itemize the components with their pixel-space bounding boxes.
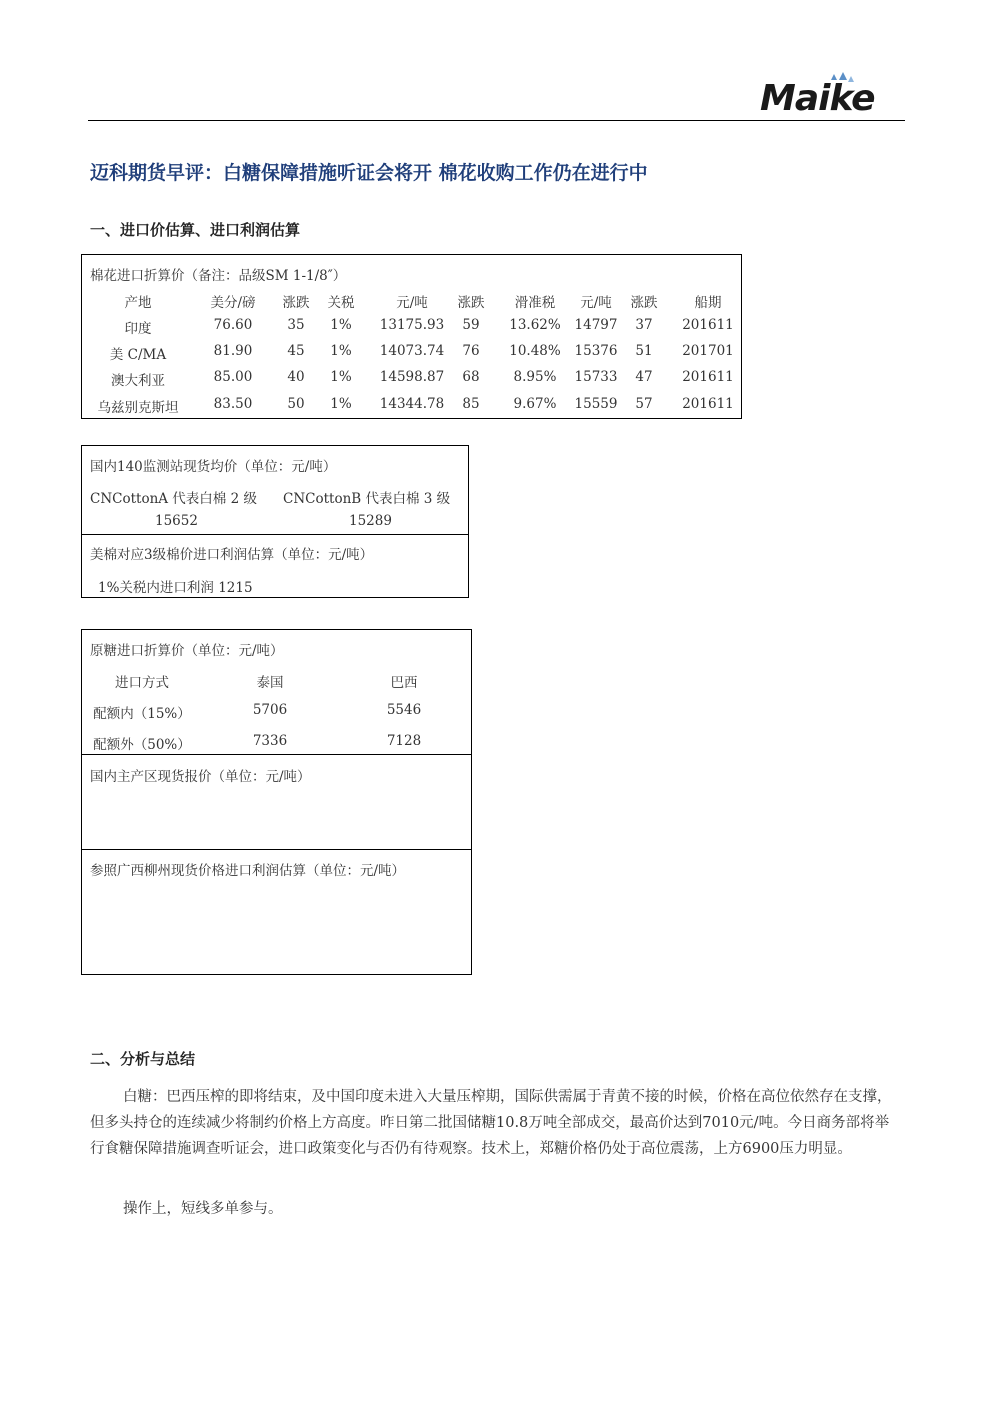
operation-paragraph: 操作上，短线多单参与。 <box>123 1201 283 1217</box>
cotton-import-cell: 201701 <box>682 343 734 359</box>
cottonb-label: CNCottonB 代表白棉 3 级 <box>283 491 451 507</box>
sugar-import-cell: 配额内（15%） <box>93 706 191 722</box>
cotton-import-cell: 201611 <box>682 317 734 333</box>
cotton-import-cell: 10.48% <box>509 343 561 359</box>
logo-text: Maike <box>760 78 875 119</box>
profit-text: 1%关税内进口利润 1215 <box>98 580 253 596</box>
sugar-import-cell: 7128 <box>386 733 422 749</box>
cotton-import-cell: 美 C/MA <box>109 347 167 363</box>
cotton-import-header: 关税 <box>327 295 355 311</box>
cotton-import-cell: 201611 <box>682 369 734 385</box>
cotton-import-cell: 45 <box>287 343 305 359</box>
cotton-import-header: 涨跌 <box>457 295 485 311</box>
cotton-import-table <box>81 254 742 419</box>
cotton-import-cell: 35 <box>287 317 305 333</box>
cotton-import-cell: 40 <box>287 369 305 385</box>
cotton-import-header: 滑准税 <box>514 295 556 311</box>
page-title: 迈科期货早评：白糖保障措施听证会将开 棉花收购工作仍在进行中 <box>90 162 648 184</box>
cotton-import-caption: 棉花进口折算价（备注：品级SM 1-1/8″） <box>90 268 347 284</box>
cotton-import-header: 产地 <box>124 295 152 311</box>
sugar-import-cell: 5706 <box>252 702 288 718</box>
cotton-import-cell: 1% <box>330 396 352 412</box>
cotton-import-cell: 47 <box>635 369 653 385</box>
sugar-box <box>81 629 472 975</box>
maike-logo <box>760 72 895 120</box>
cottona-value: 15652 <box>155 513 198 529</box>
cotton-import-cell: 50 <box>287 396 305 412</box>
cotton-import-cell: 14073.74 <box>379 343 445 359</box>
cotton-import-cell: 14797 <box>574 317 618 333</box>
cotton-import-cell: 1% <box>330 343 352 359</box>
cottona-label: CNCottonA 代表白棉 2 级 <box>90 491 257 507</box>
cotton-import-header: 船期 <box>694 295 722 311</box>
cotton-import-cell: 37 <box>635 317 653 333</box>
cotton-import-cell: 201611 <box>682 396 734 412</box>
cotton-import-cell: 14344.78 <box>379 396 445 412</box>
cotton-import-cell: 85 <box>462 396 480 412</box>
cottonb-value: 15289 <box>349 513 392 529</box>
cotton-import-header: 涨跌 <box>630 295 658 311</box>
sugar-import-header: 进口方式 <box>115 675 169 691</box>
cotton-import-cell: 85.00 <box>213 369 253 385</box>
cotton-import-cell: 57 <box>635 396 653 412</box>
section2-heading: 二、分析与总结 <box>90 1050 196 1068</box>
analysis-paragraph: 白糖：巴西压榨的即将结束，及中国印度未进入大量压榨期，国际供需属于青黄不接的时候，价格在高位依然存在支撑，但多头持仓的连续减少将制约价格上方高度。昨日第二批国储糖10.8万吨全部成交，最高价达到7010元/吨。今日商务部将举行食糖保障措施调查听证会，进口政策变化与否仍有待观察。技术上，郑糖价格仍处于高位震荡，上方6900压力明显。 <box>90 1089 892 1157</box>
cotton-import-cell: 68 <box>462 369 480 385</box>
cotton-import-cell: 14598.87 <box>379 369 445 385</box>
cotton-import-header: 美分/磅 <box>210 295 256 311</box>
cotton-import-cell: 76.60 <box>213 317 253 333</box>
section1-heading: 一、进口价估算、进口利润估算 <box>90 221 301 239</box>
cotton-import-cell: 15559 <box>574 396 618 412</box>
cotton-import-cell: 1% <box>330 369 352 385</box>
sugar-import-cell: 7336 <box>252 733 288 749</box>
sugar-divider-1 <box>82 754 471 755</box>
sugar-import-cell: 5546 <box>386 702 422 718</box>
cotton-import-header: 元/吨 <box>580 295 612 311</box>
domestic-cotton-divider <box>82 534 468 535</box>
cotton-import-cell: 59 <box>462 317 480 333</box>
sugar-import-header: 泰国 <box>256 675 284 691</box>
cotton-import-cell: 83.50 <box>213 396 253 412</box>
sugar-profit-caption: 参照广西柳州现货价格进口利润估算（单位：元/吨） <box>90 863 406 879</box>
cotton-import-cell: 13.62% <box>509 317 561 333</box>
sugar-import-caption: 原糖进口折算价（单位：元/吨） <box>90 643 284 659</box>
domestic-cotton-caption: 国内140监测站现货均价（单位：元/吨） <box>90 459 337 475</box>
cotton-import-cell: 15376 <box>574 343 618 359</box>
cotton-import-cell: 13175.93 <box>379 317 445 333</box>
cotton-import-cell: 81.90 <box>213 343 253 359</box>
cotton-import-cell: 1% <box>330 317 352 333</box>
profit-caption: 美棉对应3级棉价进口利润估算（单位：元/吨） <box>90 547 374 563</box>
sugar-import-cell: 配额外（50%） <box>93 737 191 753</box>
cotton-import-cell: 51 <box>635 343 653 359</box>
cotton-import-cell: 9.67% <box>513 396 557 412</box>
sugar-divider-2 <box>82 849 471 850</box>
cotton-import-cell: 8.95% <box>513 369 557 385</box>
cotton-import-cell: 澳大利亚 <box>111 373 165 389</box>
domestic-cotton-box <box>81 445 469 598</box>
cotton-import-header: 元/吨 <box>396 295 428 311</box>
sugar-import-header: 巴西 <box>390 675 418 691</box>
cotton-import-cell: 76 <box>462 343 480 359</box>
cotton-import-cell: 乌兹别克斯坦 <box>97 400 179 416</box>
cotton-import-header: 涨跌 <box>282 295 310 311</box>
cotton-import-cell: 印度 <box>124 321 152 337</box>
cotton-import-cell: 15733 <box>574 369 618 385</box>
sugar-spot-caption: 国内主产区现货报价（单位：元/吨） <box>90 769 311 785</box>
header-rule <box>88 120 905 121</box>
